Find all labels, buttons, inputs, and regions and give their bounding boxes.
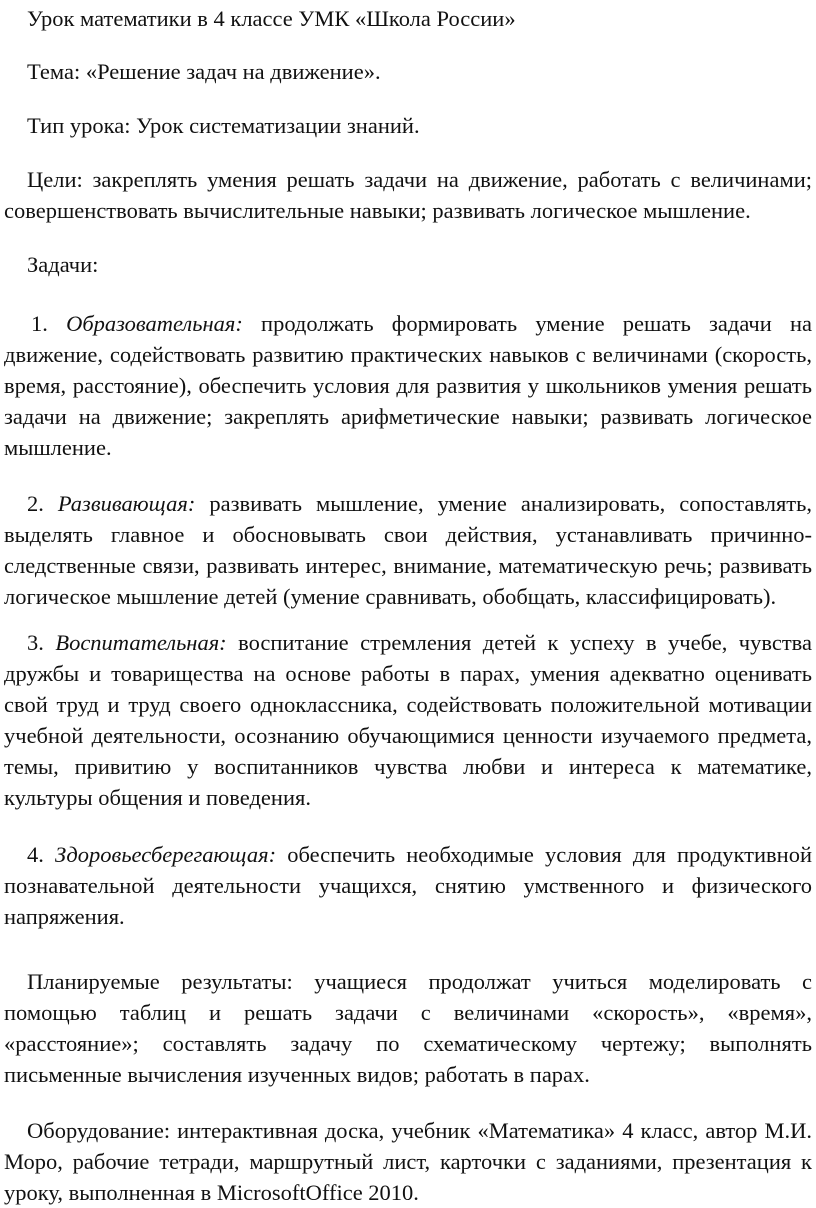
lesson-goals: Цели: закреплять умения решать задачи на движение, работать с величинами; совершенствовать вычислительные навыки; развивать логическое мышление. [4,167,812,223]
task-item-developing [4,488,812,612]
task-text: обеспечить необходимые условия для продуктивной познавательной деятельности учащихся, снятию умственного и физического напряжения. [4,842,813,929]
task-text: продолжать формировать умение решать задачи на движение, содействовать развитию практических навыков с величинами (скорость, время, расстояние), обеспечить условия для развития у школьников умения решать задачи на движение; закреплять арифметические навыки; развивать логическое мышление. [4,311,813,460]
task-item-educational [4,308,812,463]
task-label: Образовательная: [66,311,243,336]
lesson-topic: Тема: «Решение задач на движение». [27,59,381,84]
task-label: Воспитательная: [55,630,227,655]
task-item-upbringing [4,627,812,813]
document-title: Урок математики в 4 классе УМК «Школа России» [27,6,516,31]
task-text: развивать мышление, умение анализировать, сопоставлять, выделять главное и обосновывать свои действия, устанавливать причинно-следственные связи, развивать интерес, внимание, математическую речь; развивать логическое мышление детей (умение сравнивать, обобщать, классифицировать). [4,491,813,609]
planned-results: Планируемые результаты: учащиеся продолжат учиться моделировать с помощью таблиц и решать задачи с величинами «скорость», «время», «расстояние»; составлять задачу по схематическому чертежу; выполнять письменные вычисления изученных видов; работать в парах. [4,969,812,1087]
task-label: Здоровьесберегающая: [54,842,277,867]
task-number: 4. [27,842,44,867]
task-item-health [4,839,812,932]
task-number: 1. [31,311,48,336]
lesson-type: Тип урока: Урок систематизации знаний. [27,113,420,138]
lesson-equipment: Оборудование: интерактивная доска, учебник «Математика» 4 класс, автор М.И. Моро, рабочие тетради, маршрутный лист, карточки с заданиями, презентация к уроку, выполненная в MicrosoftOffice 2010. [4,1118,812,1205]
task-text: воспитание стремления детей к успеху в учебе, чувства дружбы и товарищества на основе работы в парах, умения адекватно оценивать свой труд и труд своего одноклассника, содействовать положительной мотивации учебной деятельности, осознанию обучающимися ценности изучаемого предмета, темы, привитию у воспитанников чувства любви и интереса к математике, культуры общения и поведения. [4,630,812,810]
task-number: 3. [27,630,44,655]
tasks-heading: Задачи: [27,252,99,277]
task-number: 2. [27,491,44,516]
task-label: Развивающая: [57,491,196,516]
